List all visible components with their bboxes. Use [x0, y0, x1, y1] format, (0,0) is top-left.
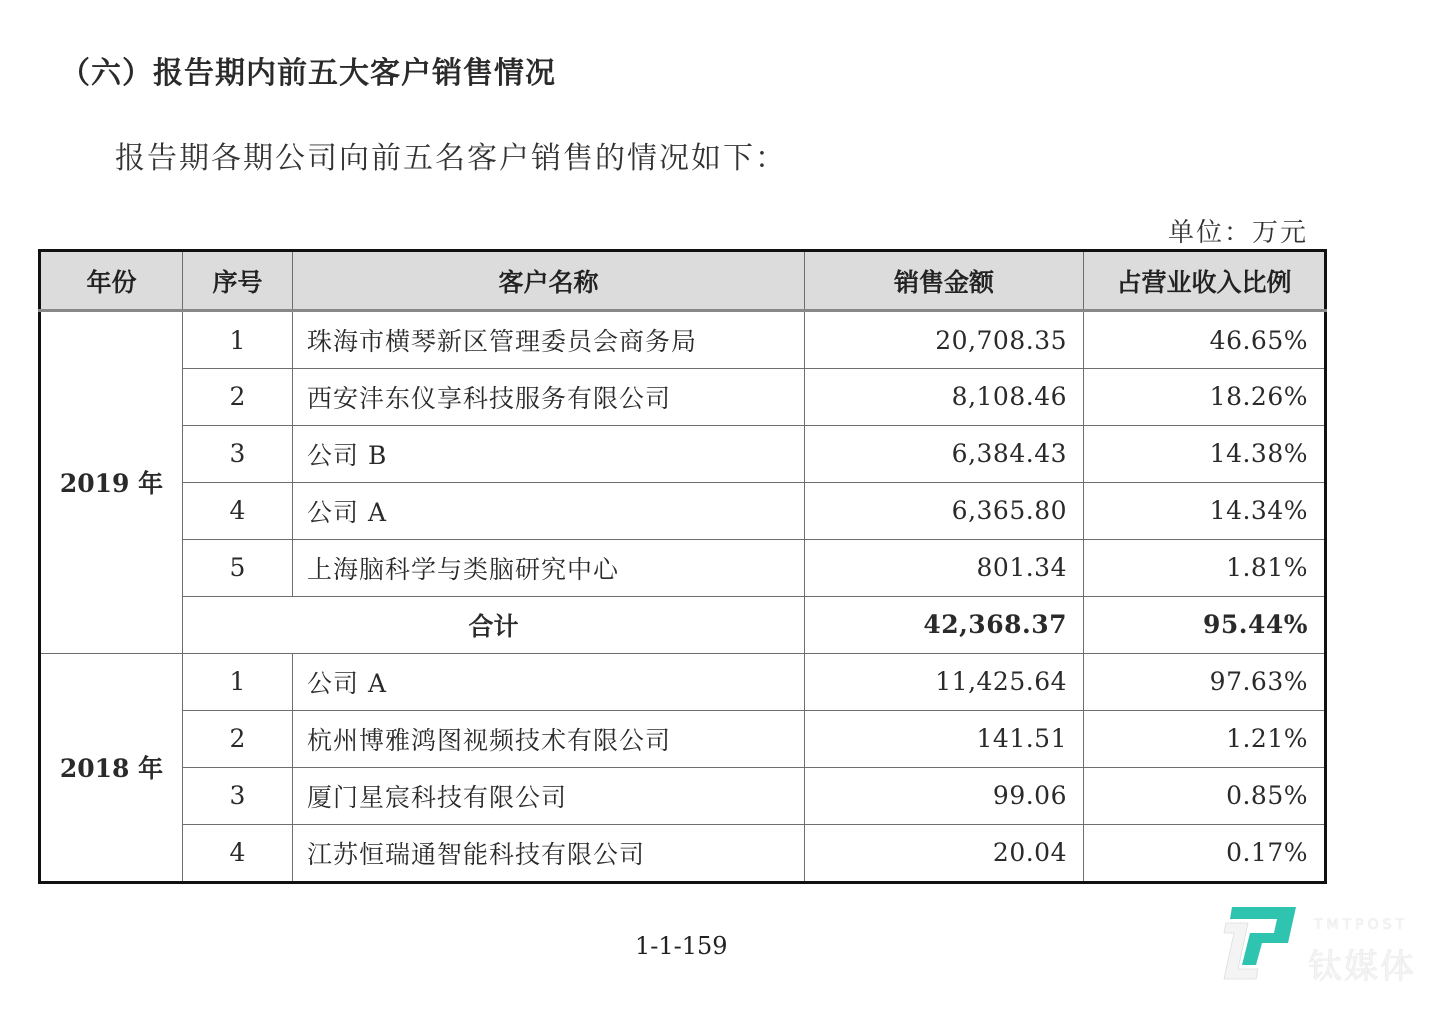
- table-row: [40, 653, 1326, 710]
- tmtpost-watermark-logo: [1222, 903, 1422, 987]
- header-year: 年份: [40, 251, 183, 311]
- total-amount: 42,368.37: [805, 596, 1084, 653]
- section-heading: （六）报告期内前五大客户销售情况: [60, 56, 556, 91]
- index-cell: 5: [183, 539, 293, 596]
- customer-cell: 珠海市横琴新区管理委员会商务局: [293, 311, 805, 369]
- year-cell-2018: 2018 年: [40, 653, 183, 882]
- ratio-cell: 14.38%: [1084, 425, 1326, 482]
- amount-cell: 11,425.64: [805, 653, 1084, 710]
- brand-en-text: TMTPOST: [1314, 917, 1409, 933]
- table-row: [40, 425, 1326, 482]
- ratio-cell: 14.34%: [1084, 482, 1326, 539]
- ratio-cell: 1.81%: [1084, 539, 1326, 596]
- customer-cell: 江苏恒瑞通智能科技有限公司: [293, 824, 805, 882]
- customer-cell: 公司 A: [293, 482, 805, 539]
- ratio-cell: 0.85%: [1084, 767, 1326, 824]
- table-row: [40, 539, 1326, 596]
- total-label: 合计: [183, 596, 805, 653]
- table-row: [40, 482, 1326, 539]
- customer-cell: 上海脑科学与类脑研究中心: [293, 539, 805, 596]
- ratio-cell: 1.21%: [1084, 710, 1326, 767]
- amount-cell: 141.51: [805, 710, 1084, 767]
- brand-cn-text: 钛媒体: [1308, 947, 1416, 987]
- index-cell: 2: [183, 369, 293, 426]
- index-cell: 4: [183, 482, 293, 539]
- header-ratio: 占营业收入比例: [1084, 251, 1326, 311]
- index-cell: 3: [183, 425, 293, 482]
- header-amount: 销售金额: [805, 251, 1084, 311]
- customer-cell: 杭州博雅鸿图视频技术有限公司: [293, 710, 805, 767]
- amount-cell: 6,384.43: [805, 425, 1084, 482]
- page-number: 1-1-159: [635, 932, 728, 960]
- customer-cell: 公司 A: [293, 653, 805, 710]
- intro-paragraph: 报告期各期公司向前五名客户销售的情况如下：: [115, 141, 787, 176]
- total-ratio: 95.44%: [1084, 596, 1326, 653]
- tmtpost-logo-icon: [1222, 903, 1302, 983]
- index-cell: 3: [183, 767, 293, 824]
- amount-cell: 801.34: [805, 539, 1084, 596]
- index-cell: 4: [183, 824, 293, 882]
- index-cell: 1: [183, 311, 293, 369]
- table-row: [40, 311, 1326, 369]
- table-header-row: [40, 251, 1326, 311]
- table-row: [40, 767, 1326, 824]
- ratio-cell: 0.17%: [1084, 824, 1326, 882]
- amount-cell: 8,108.46: [805, 369, 1084, 426]
- index-cell: 1: [183, 653, 293, 710]
- table-row: [40, 710, 1326, 767]
- total-row: [40, 596, 1326, 653]
- amount-cell: 20,708.35: [805, 311, 1084, 369]
- index-cell: 2: [183, 710, 293, 767]
- header-customer: 客户名称: [293, 251, 805, 311]
- unit-label: 单位：万元: [1168, 218, 1309, 248]
- header-index: 序号: [183, 251, 293, 311]
- ratio-cell: 18.26%: [1084, 369, 1326, 426]
- amount-cell: 20.04: [805, 824, 1084, 882]
- clipped-previous-line: [112, 0, 622, 6]
- amount-cell: 99.06: [805, 767, 1084, 824]
- table-row: [40, 824, 1326, 882]
- customer-cell: 厦门星宸科技有限公司: [293, 767, 805, 824]
- top-customers-table: [38, 249, 1327, 884]
- ratio-cell: 46.65%: [1084, 311, 1326, 369]
- table-row: [40, 369, 1326, 426]
- customer-cell: 西安沣东仪享科技服务有限公司: [293, 369, 805, 426]
- ratio-cell: 97.63%: [1084, 653, 1326, 710]
- customer-cell: 公司 B: [293, 425, 805, 482]
- year-cell-2019: 2019 年: [40, 311, 183, 654]
- amount-cell: 6,365.80: [805, 482, 1084, 539]
